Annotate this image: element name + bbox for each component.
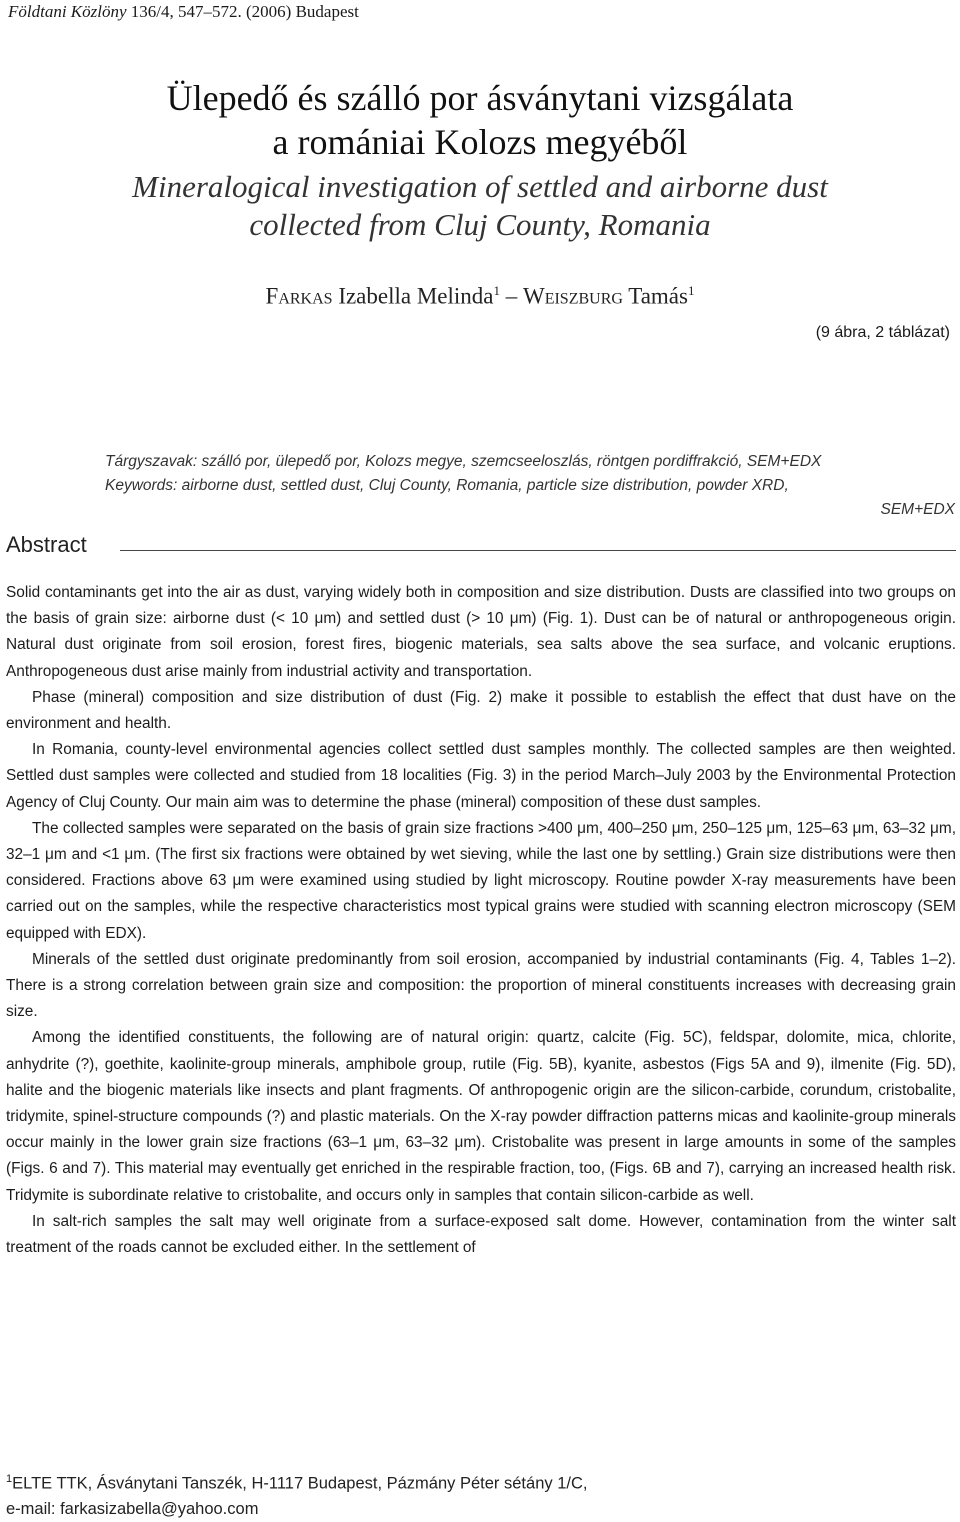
journal-name: Földtani Közlöny xyxy=(8,2,127,21)
keywords-block xyxy=(105,450,955,522)
footnote-affiliation-line xyxy=(6,1467,587,1497)
abstract-paragraph-7: In salt-rich samples the salt may well originate from a surface-exposed salt dome. However, contamination from the winter salt treatment of the roads cannot be excluded either. In the settlement of xyxy=(6,1212,956,1257)
affiliation-footnote xyxy=(6,1467,587,1522)
running-head xyxy=(8,2,359,22)
author-1-family-name: Farkas xyxy=(265,283,333,309)
keywords-hungarian: Tárgyszavak: szálló por, ülepedő por, Kolozs megye, szemcseeloszlás, röntgen pordiffrakció, SEM+EDX xyxy=(105,453,822,470)
english-title-line-1: Mineralogical investigation of settled and airborne dust xyxy=(132,169,828,204)
english-title xyxy=(0,168,960,244)
hungarian-title-line-1: Ülepedő és szálló por ásványtani vizsgálata xyxy=(166,78,794,118)
abstract-paragraph-4: The collected samples were separated on the basis of grain size fractions >400 μm, 400–250 μm, 250–125 μm, 125–63 μm, 63–32 μm, 32–1 μm and <1 μm. (The first six fractions were obtained by wet sieving, while the last one by settling.) Grain size distributions were then considered. Fractions above 63 μm were examined using studied by light microscopy. Routine powder X-ray measurements have been carried out on the samples, while the respective characteristics most typical grains were studied with scanning electron microscopy (SEM equipped with EDX). xyxy=(6,819,956,942)
footnote-email[interactable]: e-mail: farkasizabella@yahoo.com xyxy=(6,1499,259,1518)
abstract-paragraph-1: Solid contaminants get into the air as dust, varying widely both in composition and size distribution. Dusts are classified into two groups on the basis of grain size: airborne dust (< 10 μm) and settled dust (> 10 μm) (Fig. 1). Dust can be of natural or anthropogeneous origin. Natural dust originate from soil erosion, forest fires, biogenic materials, sea salts above the sea surface, and volcanic eruptions. Anthropogeneous dust arise mainly from industrial activity and transportation. xyxy=(6,584,956,680)
hungarian-title xyxy=(0,76,960,164)
abstract-paragraph-6: Among the identified constituents, the following are of natural origin: quartz, calcite (Fig. 5C), feldspar, dolomite, mica, chlorite, anhydrite (?), goethite, kaolinite-group minerals, amphibole group, rutile (Fig. 5B), kyanite, asbestos (Figs 5A and 9), ilmenite (Fig. 5D), halite and the biogenic materials like insects and plant fragments. Of anthropogenic origin are the silicon-carbide, corundum, cristobalite, tridymite, spinel-structure compounds (?) and plastic materials. On the X-ray powder diffraction patterns micas and kaolinite-group minerals occur mainly in the lower grain size fractions (63–1 μm, 63–32 μm). Cristobalite was present in large amounts in some of the samples (Figs. 6 and 7). This material may eventually get enriched in the respirable fraction, too, (Figs. 6B and 7), carrying an increased health risk. Tridymite is subordinate relative to cristobalite, and occurs only in samples that contain silicon-carbide as well. xyxy=(6,1029,956,1204)
author-line xyxy=(0,283,960,310)
abstract-paragraph-3: In Romania, county-level environmental agencies collect settled dust samples monthly. The collected samples are then weighted. Settled dust samples were collected and studied from 18 localities (Fig. 3) in the period March–July 2003 by the Environmental Protection Agency of Cluj County. Our main aim was to determine the phase (mineral) composition of these dust samples. xyxy=(6,741,956,811)
abstract-paragraph-5: Minerals of the settled dust originate predominantly from soil erosion, accompanied by industrial contaminants (Fig. 4, Tables 1–2). There is a strong correlation between grain size and composition: the proportion of mineral constituents increases with decreasing grain size. xyxy=(6,950,956,1021)
hungarian-title-line-2: a romániai Kolozs megyéből xyxy=(272,122,688,162)
author-2-family-name: Weiszburg xyxy=(522,283,623,309)
keywords-english-line-1: Keywords: airborne dust, settled dust, Cluj County, Romania, particle size distribution, powder XRD, xyxy=(105,477,789,494)
abstract-paragraph-2: Phase (mineral) composition and size distribution of dust (Fig. 2) make it possible to establish the effect that dust have on the environment and health. xyxy=(6,688,956,733)
abstract-divider xyxy=(120,550,956,551)
abstract-heading: Abstract xyxy=(6,532,87,557)
footnote-affiliation: ELTE TTK, Ásványtani Tanszék, H-1117 Budapest, Pázmány Péter sétány 1/C, xyxy=(12,1474,588,1493)
journal-citation: 136/4, 547–572. (2006) Budapest xyxy=(130,2,359,21)
author-separator: – xyxy=(505,283,518,309)
english-title-line-2: collected from Cluj County, Romania xyxy=(249,207,711,242)
author-2-affiliation-mark: 1 xyxy=(687,283,695,298)
figure-table-count: (9 ábra, 2 táblázat) xyxy=(815,324,950,341)
author-1-given-name: Izabella Melinda xyxy=(338,283,494,309)
abstract-body xyxy=(6,580,956,1261)
keywords-english-line-2: SEM+EDX xyxy=(880,501,955,518)
author-2-given-name: Tamás xyxy=(628,283,688,309)
footnote-mark: 1 xyxy=(6,1473,13,1485)
author-1-affiliation-mark: 1 xyxy=(493,283,500,298)
